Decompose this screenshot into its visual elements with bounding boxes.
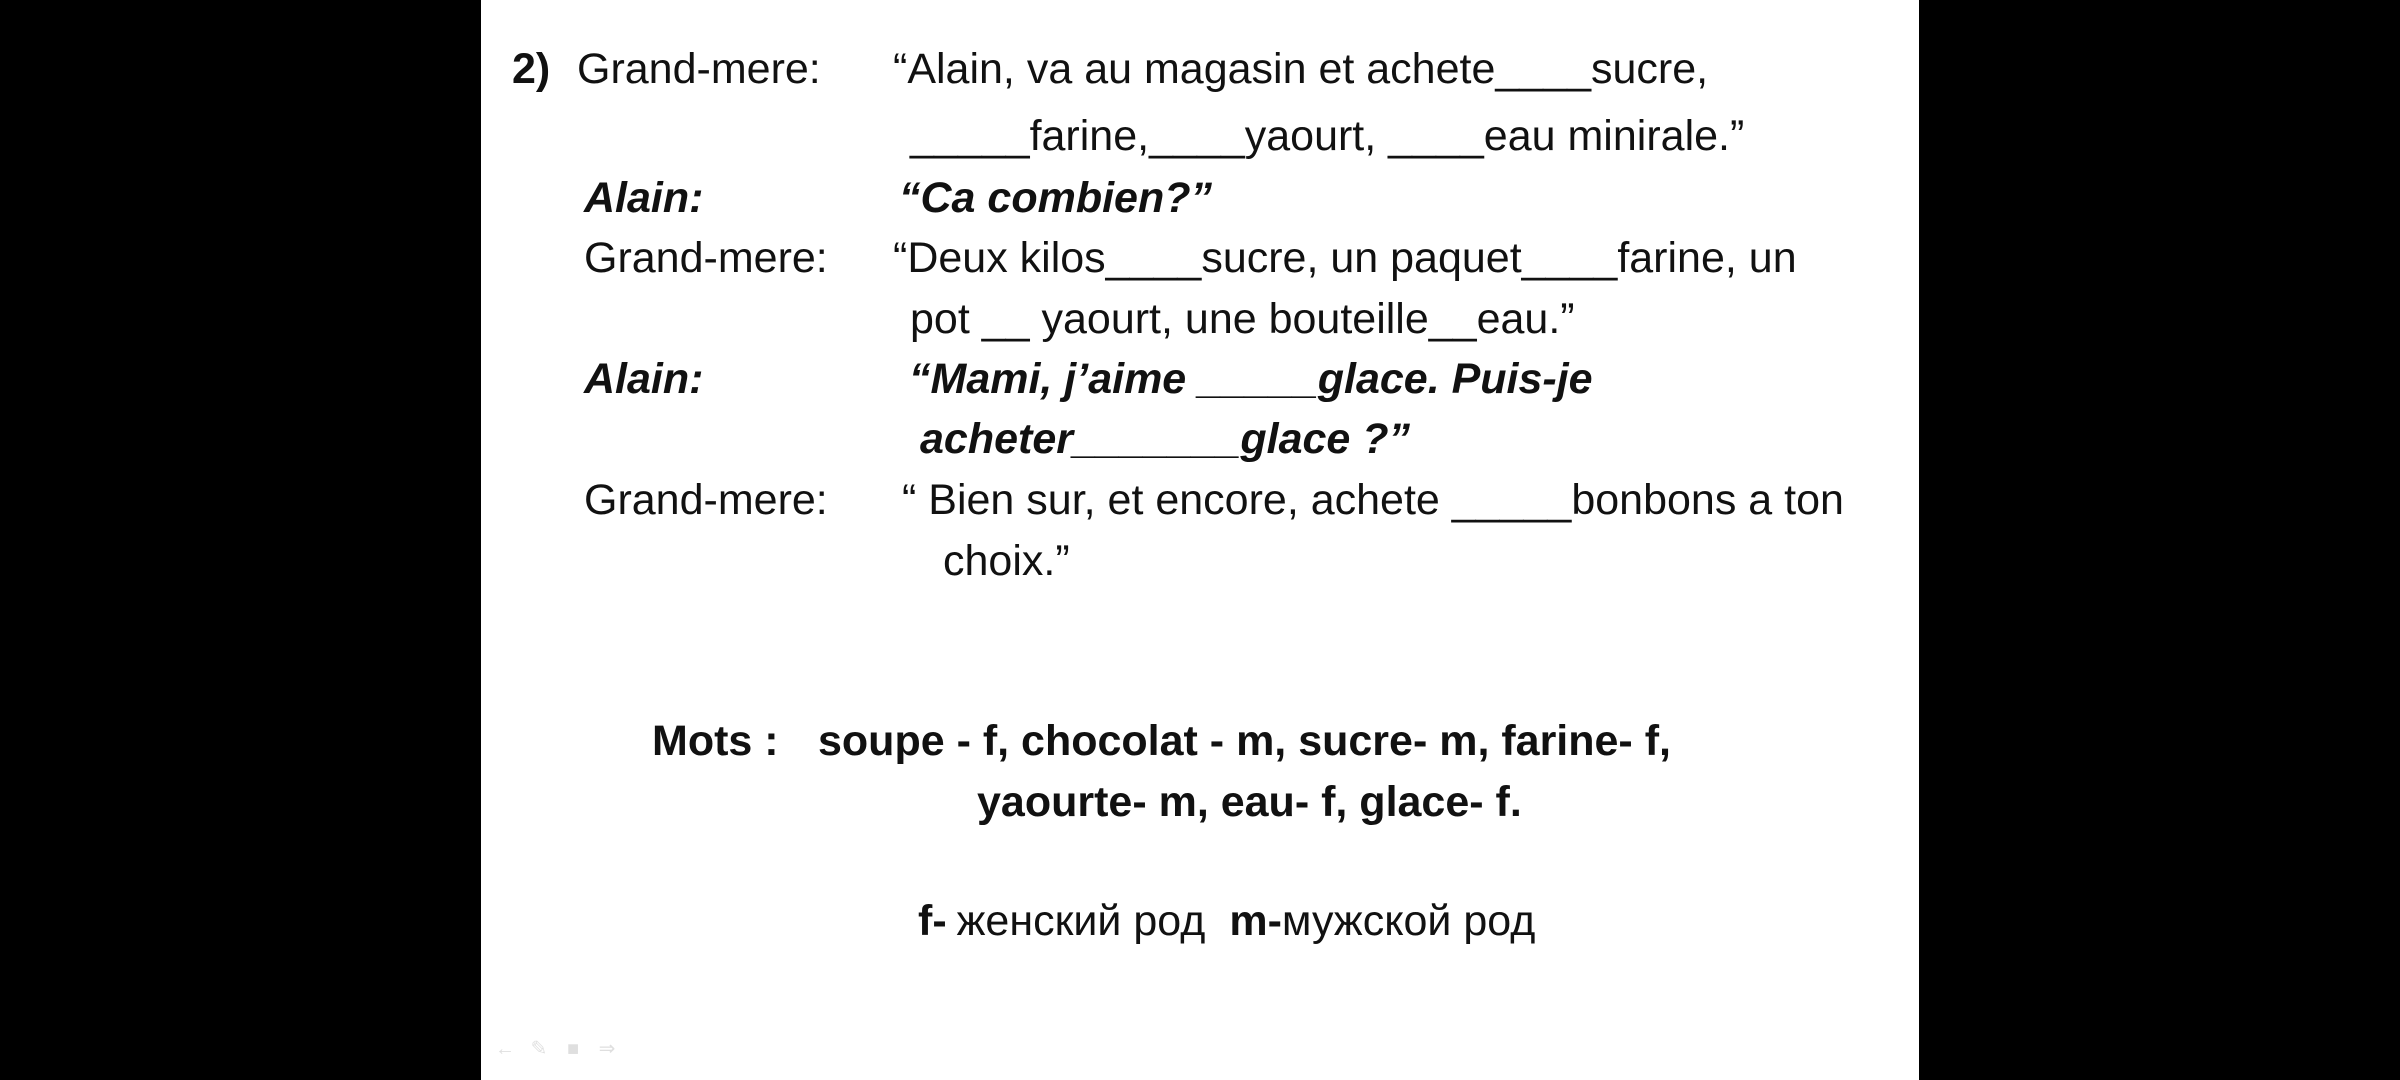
speaker-alain-2: Alain: bbox=[584, 355, 704, 403]
vocabulary-line-1: soupe - f, chocolat - m, sucre- m, farine- f, bbox=[818, 717, 1671, 765]
legend-m-key: m- bbox=[1229, 897, 1282, 945]
back-arrow-icon[interactable]: ← bbox=[495, 1038, 515, 1060]
line-grand-mere-2a: “Deux kilos____sucre, un paquet____farine, un bbox=[893, 234, 1797, 282]
exercise-number: 2) bbox=[512, 45, 551, 93]
line-grand-mere-1a: “Alain, va au magasin et achete____sucre, bbox=[893, 45, 1709, 93]
speaker-grand-mere-3: Grand-mere: bbox=[584, 476, 828, 524]
speaker-alain-1: Alain: bbox=[584, 174, 704, 222]
forward-arrow-icon[interactable]: ⇒ bbox=[598, 1038, 616, 1060]
line-alain-1: “Ca combien?” bbox=[899, 174, 1212, 222]
line-alain-2b: acheter_______glace ?” bbox=[920, 415, 1411, 463]
legend-f-key: f- bbox=[918, 897, 947, 945]
slides-icon[interactable]: ■ bbox=[566, 1038, 580, 1060]
vocabulary-label: Mots : bbox=[652, 717, 779, 765]
line-grand-mere-3b: choix.” bbox=[943, 537, 1070, 585]
pen-icon[interactable]: ✎ bbox=[530, 1038, 548, 1060]
gender-legend bbox=[918, 897, 1536, 945]
speaker-grand-mere-2: Grand-mere: bbox=[584, 234, 828, 282]
legend-m-text: мужской род bbox=[1281, 897, 1536, 945]
vocabulary-line-2: yaourte- m, eau- f, glace- f. bbox=[977, 778, 1522, 826]
speaker-grand-mere-1: Grand-mere: bbox=[577, 45, 821, 93]
slideshow-toolbar bbox=[494, 1040, 618, 1058]
line-grand-mere-3a: “ Bien sur, et encore, achete _____bonbons a ton bbox=[902, 476, 1844, 524]
legend-f-text: женский род bbox=[956, 897, 1206, 945]
line-grand-mere-2b: pot __ yaourt, une bouteille__eau.” bbox=[910, 295, 1575, 343]
line-grand-mere-1b: _____farine,____yaourt, ____eau minirale.” bbox=[910, 112, 1745, 160]
line-alain-2a: “Mami, j’aime _____glace. Puis-je bbox=[909, 355, 1593, 403]
